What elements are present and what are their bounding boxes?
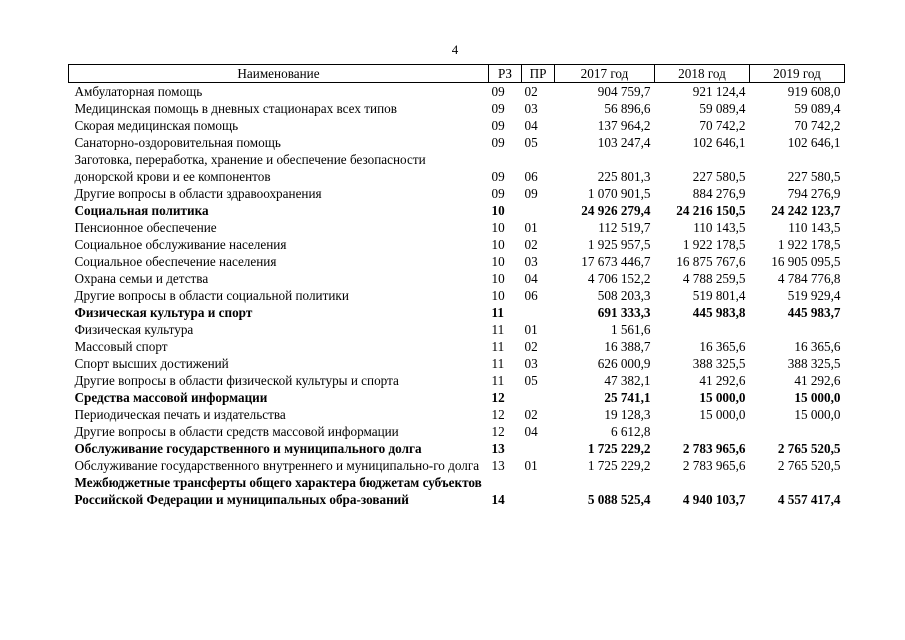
row-name: Охрана семьи и детства — [74, 271, 209, 286]
row-rz: 10 — [491, 271, 505, 286]
row-pr: 05 — [524, 373, 538, 388]
row-value-2019: 227 580,5 — [787, 169, 841, 184]
row-value-2017: 4 706 152,2 — [587, 271, 651, 286]
row-value-2019: 388 325,5 — [787, 356, 841, 371]
row-value-2018 — [655, 321, 750, 338]
row-name: Физическая культура и спорт — [74, 305, 253, 320]
row-value-2017: 1 561,6 — [610, 322, 651, 337]
row-pr: 06 — [524, 169, 538, 184]
row-pr: 02 — [524, 339, 538, 354]
row-name: Средства массовой информации — [74, 390, 268, 405]
row-value-2018: 110 143,5 — [693, 220, 746, 235]
row-name: Другие вопросы в области социальной политики — [74, 288, 349, 303]
row-value-2017: 19 128,3 — [604, 407, 651, 422]
header-name: Наименование — [69, 65, 489, 83]
table-row — [69, 219, 845, 236]
row-value-2019: 445 983,7 — [787, 305, 841, 320]
row-pr: 02 — [524, 84, 538, 99]
row-rz: 11 — [491, 305, 504, 320]
row-rz: 10 — [491, 220, 505, 235]
header-2019: 2019 год — [750, 65, 845, 83]
row-name: Обслуживание государственного и муниципального долга — [74, 441, 422, 456]
row-pr: 03 — [524, 101, 538, 116]
row-value-2018 — [655, 423, 750, 440]
table-row — [69, 287, 845, 304]
row-value-2019: 2 765 520,5 — [777, 441, 841, 456]
table-row — [69, 270, 845, 287]
table-row — [69, 338, 845, 355]
row-name: Социальное обслуживание населения — [74, 237, 287, 252]
row-value-2018: 921 124,4 — [692, 84, 746, 99]
row-value-2019: 110 143,5 — [788, 220, 841, 235]
row-pr: 04 — [524, 424, 538, 439]
row-value-2019: 15 000,0 — [794, 390, 841, 405]
row-value-2018: 70 742,2 — [699, 118, 746, 133]
row-value-2018: 16 365,6 — [699, 339, 746, 354]
table-section-row — [69, 304, 845, 321]
row-value-2017: 5 088 525,4 — [587, 492, 651, 507]
row-rz: 09 — [491, 169, 505, 184]
row-value-2017: 904 759,7 — [597, 84, 651, 99]
table-row — [69, 100, 845, 117]
header-2018: 2018 год — [655, 65, 750, 83]
row-name: Другие вопросы в области физической культуры и спорта — [74, 373, 399, 388]
row-rz: 10 — [491, 254, 505, 269]
row-name: Спорт высших достижений — [74, 356, 229, 371]
row-value-2017: 225 801,3 — [597, 169, 651, 184]
row-value-2019: 919 608,0 — [787, 84, 841, 99]
row-value-2018: 59 089,4 — [699, 101, 746, 116]
row-value-2019 — [750, 423, 845, 440]
table-row — [69, 117, 845, 134]
table-row — [69, 355, 845, 372]
header-pr: ПР — [522, 65, 555, 83]
row-name: Пенсионное обеспечение — [74, 220, 217, 235]
budget-table — [68, 64, 845, 508]
row-pr — [522, 440, 555, 457]
table-row — [69, 321, 845, 338]
row-rz: 13 — [491, 441, 505, 456]
row-pr — [522, 202, 555, 219]
row-value-2018: 2 783 965,6 — [682, 441, 746, 456]
page-number: 4 — [451, 42, 459, 57]
row-value-2017: 691 333,3 — [597, 305, 651, 320]
table-section-row — [69, 440, 845, 457]
row-value-2019: 59 089,4 — [794, 101, 841, 116]
row-rz: 11 — [491, 373, 505, 388]
row-rz: 10 — [491, 203, 505, 218]
row-value-2018: 227 580,5 — [692, 169, 746, 184]
row-name: Социальная политика — [74, 203, 209, 218]
row-pr: 01 — [524, 220, 538, 235]
row-name: Обслуживание государственного внутреннего и муниципально-го долга — [74, 458, 480, 473]
row-rz: 11 — [491, 339, 505, 354]
row-name: Другие вопросы в области здравоохранения — [74, 186, 322, 201]
row-pr — [522, 389, 555, 406]
table-row — [69, 253, 845, 270]
row-rz: 12 — [491, 407, 505, 422]
table-section-row — [69, 202, 845, 219]
table-row — [69, 372, 845, 389]
row-name: Межбюджетные трансферты общего характера бюджетам субъектов Российской Федерации и муниципальных обра-зований — [74, 475, 482, 507]
row-value-2018: 2 783 965,6 — [682, 458, 746, 473]
table-section-row — [69, 389, 845, 406]
row-value-2019: 102 646,1 — [787, 135, 841, 150]
row-pr: 01 — [524, 322, 538, 337]
row-pr: 03 — [524, 254, 538, 269]
row-value-2017: 47 382,1 — [604, 373, 651, 388]
row-value-2018: 15 000,0 — [699, 390, 746, 405]
row-rz: 12 — [491, 424, 505, 439]
row-value-2019: 24 242 123,7 — [771, 203, 841, 218]
row-rz: 09 — [491, 135, 505, 150]
row-value-2019: 2 765 520,5 — [777, 458, 841, 473]
table-section-row — [69, 474, 845, 508]
row-pr: 06 — [524, 288, 538, 303]
row-value-2018: 388 325,5 — [692, 356, 746, 371]
row-value-2019: 1 922 178,5 — [777, 237, 841, 252]
row-value-2017: 112 519,7 — [598, 220, 651, 235]
row-pr: 09 — [524, 186, 538, 201]
row-value-2017: 24 926 279,4 — [581, 203, 651, 218]
row-value-2019: 41 292,6 — [794, 373, 841, 388]
row-value-2019: 519 929,4 — [787, 288, 841, 303]
table-row — [69, 185, 845, 202]
row-value-2019 — [750, 321, 845, 338]
row-rz: 09 — [491, 118, 505, 133]
row-value-2017: 25 741,1 — [604, 390, 651, 405]
row-rz: 11 — [491, 322, 505, 337]
row-value-2018: 16 875 767,6 — [676, 254, 746, 269]
row-value-2018: 884 276,9 — [692, 186, 746, 201]
row-value-2017: 626 000,9 — [597, 356, 651, 371]
row-name: Санаторно-оздоровительная помощь — [74, 135, 281, 150]
row-value-2017: 103 247,4 — [597, 135, 651, 150]
table-body — [69, 83, 845, 509]
row-value-2019: 15 000,0 — [794, 407, 841, 422]
row-rz: 10 — [491, 288, 505, 303]
row-rz: 11 — [491, 356, 505, 371]
row-name: Социальное обеспечение населения — [74, 254, 277, 269]
row-value-2018: 1 922 178,5 — [682, 237, 746, 252]
row-rz: 14 — [491, 492, 505, 507]
header-2017: 2017 год — [555, 65, 655, 83]
row-value-2018: 445 983,8 — [692, 305, 746, 320]
row-rz: 10 — [491, 237, 505, 252]
table-row — [69, 134, 845, 151]
table-row — [69, 457, 845, 474]
row-pr: 02 — [524, 407, 538, 422]
row-name: Скорая медицинская помощь — [74, 118, 239, 133]
table-header-row — [69, 65, 845, 83]
row-value-2019: 16 905 095,5 — [771, 254, 841, 269]
row-value-2018: 24 216 150,5 — [676, 203, 746, 218]
row-value-2019: 794 276,9 — [787, 186, 841, 201]
row-value-2018: 41 292,6 — [699, 373, 746, 388]
row-value-2019: 16 365,6 — [794, 339, 841, 354]
table-row — [69, 83, 845, 101]
table-row — [69, 151, 845, 185]
row-name: Периодическая печать и издательства — [74, 407, 286, 422]
row-pr — [522, 474, 555, 508]
row-pr: 01 — [524, 458, 538, 473]
row-value-2019: 4 557 417,4 — [777, 492, 841, 507]
row-value-2017: 137 964,2 — [597, 118, 651, 133]
row-name: Заготовка, переработка, хранение и обеспечение безопасности донорской крови и ее компонентов — [74, 152, 426, 184]
row-pr: 03 — [524, 356, 538, 371]
row-name: Медицинская помощь в дневных стационарах всех типов — [74, 101, 397, 116]
row-pr: 04 — [524, 118, 538, 133]
table-row — [69, 423, 845, 440]
row-pr: 04 — [524, 271, 538, 286]
row-value-2018: 4 788 259,5 — [682, 271, 746, 286]
row-value-2019: 70 742,2 — [794, 118, 841, 133]
row-rz: 09 — [491, 186, 505, 201]
row-value-2017: 508 203,3 — [597, 288, 651, 303]
row-rz: 09 — [491, 84, 505, 99]
row-pr: 05 — [524, 135, 538, 150]
row-value-2018: 15 000,0 — [699, 407, 746, 422]
row-value-2017: 6 612,8 — [610, 424, 651, 439]
row-rz: 13 — [491, 458, 505, 473]
row-rz: 09 — [491, 101, 505, 116]
row-value-2017: 16 388,7 — [604, 339, 651, 354]
row-name: Физическая культура — [74, 322, 194, 337]
header-rz: РЗ — [489, 65, 522, 83]
row-pr: 02 — [524, 237, 538, 252]
row-name: Другие вопросы в области средств массовой информации — [74, 424, 399, 439]
table-row — [69, 236, 845, 253]
row-value-2017: 1 725 229,2 — [587, 441, 651, 456]
row-name: Амбулаторная помощь — [74, 84, 203, 99]
row-value-2018: 519 801,4 — [692, 288, 746, 303]
table-row — [69, 406, 845, 423]
row-rz: 12 — [491, 390, 505, 405]
row-value-2017: 1 925 957,5 — [587, 237, 651, 252]
row-pr — [522, 304, 555, 321]
row-value-2018: 4 940 103,7 — [682, 492, 746, 507]
row-value-2017: 1 070 901,5 — [587, 186, 651, 201]
row-value-2019: 4 784 776,8 — [777, 271, 841, 286]
row-value-2017: 1 725 229,2 — [587, 458, 651, 473]
row-value-2018: 102 646,1 — [692, 135, 746, 150]
row-value-2017: 56 896,6 — [604, 101, 651, 116]
row-value-2017: 17 673 446,7 — [581, 254, 651, 269]
row-name: Массовый спорт — [74, 339, 168, 354]
